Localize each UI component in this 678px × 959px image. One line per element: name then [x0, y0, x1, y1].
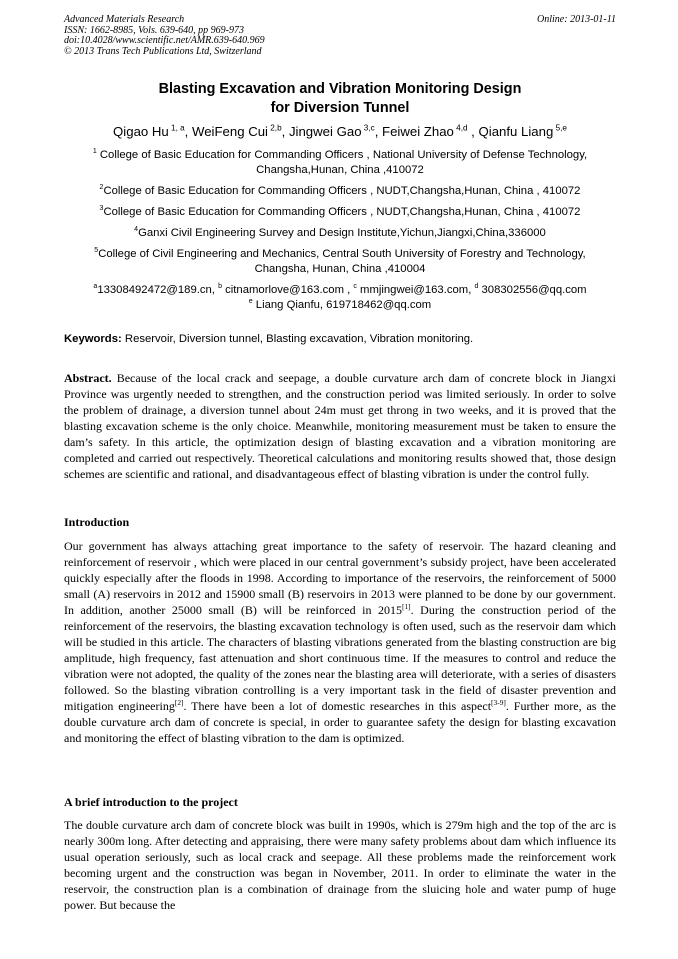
project-body: The double curvature arch dam of concrete block was built in 1990s, which is 279m high and the top of the arc is nearly 300m long. After detecting and appraising, there were many safety problems about dam which influence its usual operation seriously, such as local crack and seepage. All these problems made the reinforcement work becoming urgent and the construction was began in November, 2011. In order to eliminate the water in the reservoir, the construction plan is a combination of drainage from the sluicing hole and water pump of huge power. But because the: [64, 818, 616, 912]
citation: [1]: [401, 602, 411, 611]
author-list: [64, 123, 616, 141]
introduction-heading: Introduction: [64, 515, 130, 529]
affiliation-5: [64, 247, 616, 277]
affiliation-1: [64, 148, 616, 178]
affil-text: College of Civil Engineering and Mechanics, Central South University of Forestry and Technology,: [98, 248, 586, 260]
affil-sup: 1: [92, 148, 97, 156]
abstract-text: Because of the local crack and seepage, a double curvature arch dam of concrete block in Jiangxi Province was urgently needed to strengthen, and the construction period was limited seriously. In order to solve the problem of drainage, a diversion tunnel about 24m must get throng in two weeks, and it is proved that the blasting excavation scheme is the only choice. Meanwhile, monitoring measurement must be taken to ensure the dam’s safety. In this article, the optimization design of blasting excavation and a vibration monitoring are completed and carried out respectively. Theoretical calculations and monitoring results showed that, those design schemes are scientific and rational, and disadvantageous effect of blasting vibration is under the control fully.: [64, 371, 616, 481]
citation: [2]: [174, 698, 184, 707]
author-separator: ,: [467, 124, 479, 139]
intro-text: . Further more, as the double curvature arch dam of concrete is special, in order to guarantee safety the design for blasting excavation and monitoring the effect of blasting vibration to the dam is optimized.: [64, 699, 616, 745]
author-affil-sup: 3,c: [361, 123, 375, 133]
journal-header: [64, 15, 616, 57]
author-name: Feiwei Zhao: [382, 124, 454, 139]
affil-text: College of Basic Education for Commanding Officers , NUDT,Changsha,Hunan, China , 410072: [103, 185, 581, 197]
email-sup: a: [93, 283, 98, 291]
email-sup: c: [353, 283, 357, 291]
email-a: 13308492472@189.cn,: [97, 284, 219, 296]
email-e: Liang Qianfu, 619718462@qq.com: [252, 299, 432, 311]
journal-name: Advanced Materials Research: [64, 14, 185, 25]
affil-text: Ganxi Civil Engineering Survey and Design Institute,Yichun,Jiangxi,China,336000: [138, 227, 546, 239]
author-separator: ,: [281, 124, 289, 139]
online-date: Online: 2013-01-11: [537, 14, 616, 25]
email-sup: b: [218, 283, 222, 291]
intro-text: . During the construction period of the reinforcement of the reservoirs, the blasting excavation technology is often used, such as the reservoir dam which will be studied in this article. The characters of blasting vibrations generated from the blasting construction are big amplitude, high frequency, fast attenuation and short continuous time. If the measures to control and reduce the vibration were not adopted, the quality of the zones near the blasting area will deteriorate, with a series of disasters followed. So the blasting vibration controlling is a very important task in the field of disaster prevention and mitigation engineering: [64, 603, 616, 713]
affil-text: College of Basic Education for Commanding Officers , NUDT,Changsha,Hunan, China , 410072: [103, 206, 581, 218]
affiliation-2: [64, 184, 616, 199]
issn-line: ISSN: 1662-8985, Vols. 639-640, pp 969-973: [64, 24, 244, 36]
author-name: Qigao Hu: [113, 124, 169, 139]
intro-text: Our government has always attaching great importance to the safety of reservoir. The hazard cleaning and reinforcement of reservoir , which were placed in our central government’s subsidy project, have been accelerated quickly especially after the floods in 1998. According to importance of the reservoirs, the reinforcement of 5000 small (A) reservoirs in 2012 and 15900 small (B) reservoirs in 2013 were planned to be done by our government. In addition, another 25000 small (B) will be reinforced in 2015: [64, 539, 616, 617]
affil-text: College of Basic Education for Commanding Officers , National University of Defense Technology,: [96, 149, 588, 161]
paper-title: [64, 80, 616, 118]
email-sup: e: [248, 298, 253, 306]
affil-sup: 2: [99, 184, 104, 192]
abstract-label: Abstract.: [64, 371, 112, 385]
affil-sup: 4: [134, 226, 139, 234]
email-sup: d: [474, 283, 479, 291]
affiliation-3: [64, 205, 616, 220]
keywords-text: Reservoir, Diversion tunnel, Blasting excavation, Vibration monitoring.: [121, 333, 474, 345]
author-affil-sup: 4,d: [453, 123, 468, 133]
title-line-1: Blasting Excavation and Vibration Monitoring Design: [158, 81, 522, 97]
affil-sup: 3: [99, 205, 104, 213]
project-heading: A brief introduction to the project: [64, 795, 238, 809]
email-list: [64, 283, 616, 313]
author-separator: ,: [184, 124, 192, 139]
affil-text: Changsha,Hunan, China ,410072: [256, 164, 424, 176]
copyright-line: © 2013 Trans Tech Publications Ltd, Switzerland: [64, 45, 262, 57]
affil-text: Changsha, Hunan, China ,410004: [254, 263, 426, 275]
doi-line: doi:10.4028/www.scientific.net/AMR.639-640.969: [64, 35, 265, 46]
affil-sup: 5: [94, 247, 99, 255]
email-b: citnamorlove@163.com ,: [222, 284, 354, 296]
introduction-body: [64, 538, 616, 746]
email-c: mmjingwei@163.com,: [356, 284, 475, 296]
intro-text: . There have been a lot of domestic researches in this aspect: [183, 699, 492, 713]
affiliation-4: [64, 226, 616, 241]
author-affil-sup: 5,e: [553, 123, 567, 133]
email-d: 308302556@qq.com: [478, 284, 587, 296]
author-affil-sup: 1, a: [168, 123, 185, 133]
abstract: [64, 370, 616, 482]
citation: [3-9]: [491, 698, 506, 707]
title-line-2: for Diversion Tunnel: [270, 100, 410, 116]
keywords-label: Keywords:: [64, 333, 122, 345]
author-affil-sup: 2,b: [267, 123, 282, 133]
author-name: Jingwei Gao: [288, 124, 362, 139]
author-separator: ,: [374, 124, 383, 139]
author-name: Qianfu Liang: [478, 124, 554, 139]
keywords: [64, 332, 616, 347]
author-name: WeiFeng Cui: [192, 124, 268, 139]
